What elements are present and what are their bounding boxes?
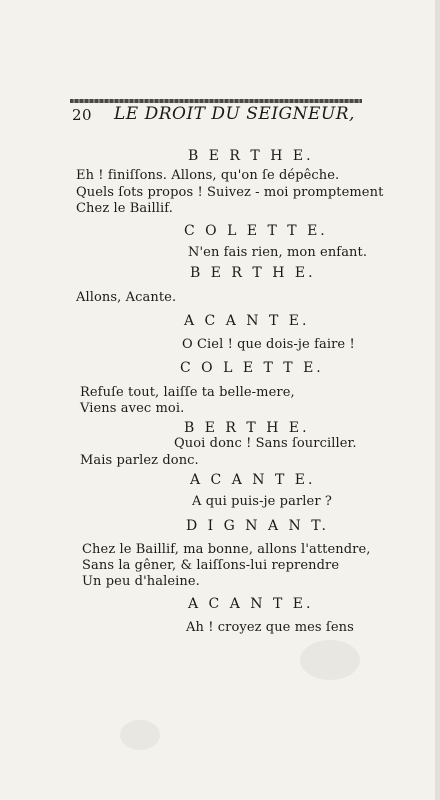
verse-line: Chez le Baillif, ma bonne, allons l'attendre, xyxy=(82,542,371,557)
paper-stain xyxy=(300,640,360,680)
verse-line: Un peu d'haleine. xyxy=(82,574,200,589)
speaker-name: B E R T H E. xyxy=(184,420,310,436)
running-title: LE DROIT DU SEIGNEUR, xyxy=(114,104,355,124)
speaker-name: B E R T H E. xyxy=(190,265,316,281)
speaker-name: A C A N T E. xyxy=(184,313,310,329)
speaker-name: C O L E T T E. xyxy=(184,223,328,239)
verse-line: Allons, Acante. xyxy=(76,290,177,305)
verse-line: Viens avec moi. xyxy=(80,401,185,416)
verse-line: N'en fais rien, mon enfant. xyxy=(188,245,368,260)
page-number: 20 xyxy=(72,106,93,124)
page-header xyxy=(70,104,366,126)
verse-line: Chez le Baillif. xyxy=(76,201,173,216)
speaker-name: C O L E T T E. xyxy=(180,360,324,376)
verse-line: A qui puis-je parler ? xyxy=(192,494,332,509)
verse-line: Eh ! finiſſons. Allons, qu'on ſe dépêche. xyxy=(76,168,340,183)
paper-stain xyxy=(120,720,160,750)
verse-line: O Ciel ! que dois-je faire ! xyxy=(182,337,355,352)
header-ornament-rule xyxy=(70,99,362,103)
verse-line: Sans la gêner, & laiſſons-lui reprendre xyxy=(82,558,340,573)
speaker-name: A C A N T E. xyxy=(190,472,316,488)
verse-line: Mais parlez donc. xyxy=(80,453,199,468)
verse-line: Quoi donc ! Sans ſourciller. xyxy=(174,436,357,451)
speaker-name: D I G N A N T. xyxy=(186,518,329,534)
speaker-name: A C A N T E. xyxy=(188,596,314,612)
verse-line: Refuſe tout, laiſſe ta belle-mere, xyxy=(80,385,295,400)
speaker-name: B E R T H E. xyxy=(188,148,314,164)
page-edge xyxy=(435,0,440,800)
verse-line: Quels ſots propos ! Suivez - moi promptement xyxy=(76,185,384,200)
verse-line: Ah ! croyez que mes ſens xyxy=(186,620,354,635)
